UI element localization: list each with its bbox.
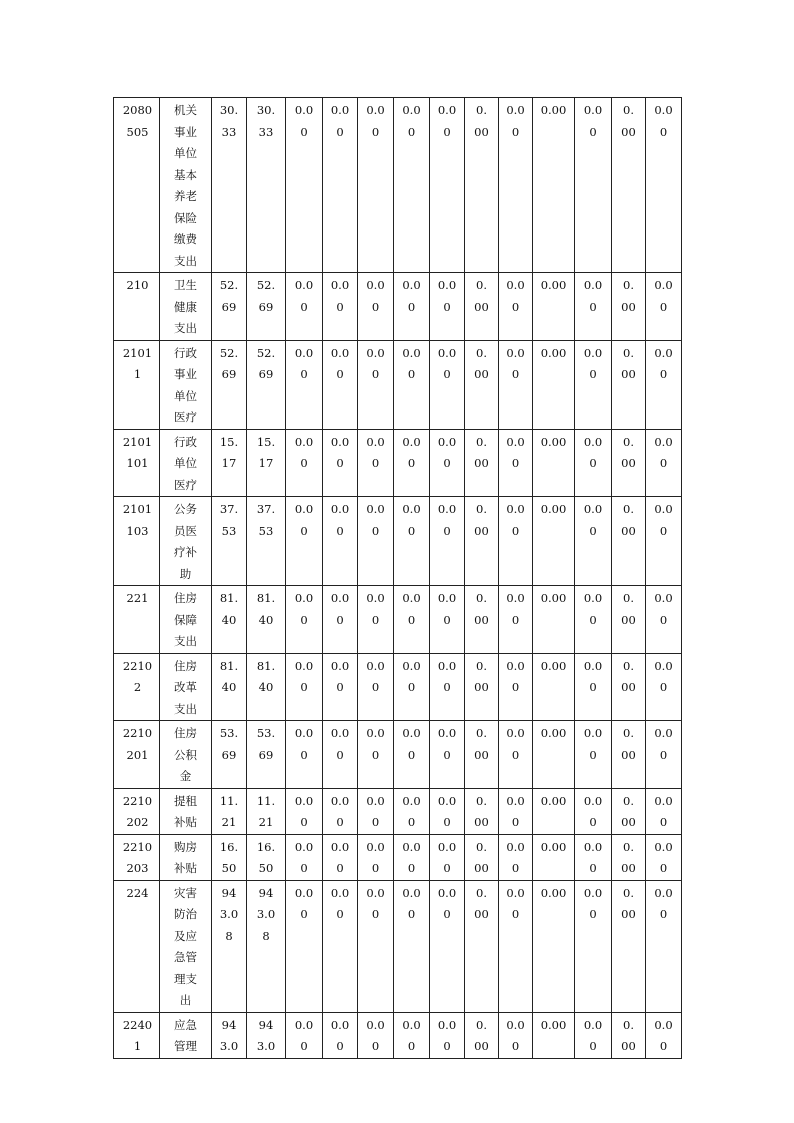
total-amount: 52. 69 xyxy=(219,278,239,314)
zero-value: 0.0 0 xyxy=(506,103,525,139)
total-amount: 37. 53 xyxy=(219,502,239,538)
zero-value: 0. 00 xyxy=(474,726,489,762)
subject-name: 公务 员医 疗补 助 xyxy=(174,502,197,581)
zero-value: 0. 00 xyxy=(474,278,489,314)
subject-code: 2080 505 xyxy=(122,103,153,139)
zero-value: 0.0 0 xyxy=(294,1017,314,1053)
basic-expense-amount: 81. 40 xyxy=(256,591,276,627)
zero-value: 0. 00 xyxy=(474,885,489,921)
zero-value: 0.0 0 xyxy=(437,434,457,470)
zero-value: 0.00 xyxy=(540,434,567,449)
zero-value: 0.0 0 xyxy=(654,658,673,694)
zero-value: 0.0 0 xyxy=(294,502,314,538)
zero-value: 0.0 0 xyxy=(583,1017,603,1053)
zero-value: 0.0 0 xyxy=(330,658,350,694)
zero-value: 0.0 0 xyxy=(506,591,525,627)
zero-value: 0.0 0 xyxy=(654,103,673,139)
zero-value: 0.0 0 xyxy=(437,591,457,627)
zero-value: 0. 00 xyxy=(621,726,636,762)
zero-value: 0.0 0 xyxy=(654,839,673,875)
zero-value: 0. 00 xyxy=(621,658,636,694)
zero-value: 0.0 0 xyxy=(437,885,457,921)
zero-value: 0. 00 xyxy=(621,1017,636,1053)
zero-value: 0.00 xyxy=(540,502,567,516)
basic-expense-amount: 30. 33 xyxy=(256,103,276,139)
table-row xyxy=(114,653,682,721)
zero-value: 0.0 0 xyxy=(366,726,385,762)
basic-expense-amount: 53. 69 xyxy=(256,726,276,762)
zero-value: 0.0 0 xyxy=(437,658,457,694)
zero-value: 0.00 xyxy=(540,278,567,292)
basic-expense-amount: 94 3.0 xyxy=(256,1017,276,1053)
zero-value: 0. 00 xyxy=(621,793,636,829)
subject-code: 224 xyxy=(126,885,149,900)
zero-value: 0. 00 xyxy=(474,793,489,829)
subject-code: 221 xyxy=(126,591,149,605)
subject-name: 灾害 防治 及应 急管 理支 出 xyxy=(174,885,197,1007)
zero-value: 0. 00 xyxy=(621,434,636,470)
zero-value: 0. 00 xyxy=(474,434,489,470)
subject-name: 购房 补贴 xyxy=(174,839,197,875)
zero-value: 0.0 0 xyxy=(654,345,673,381)
zero-value: 0.0 0 xyxy=(366,591,385,627)
zero-value: 0. 00 xyxy=(621,278,636,314)
zero-value: 0.0 0 xyxy=(366,839,385,875)
zero-value: 0. 00 xyxy=(474,839,489,875)
subject-name: 行政 单位 医疗 xyxy=(174,434,197,492)
subject-code: 210 xyxy=(126,278,149,292)
zero-value: 0.0 0 xyxy=(366,885,385,921)
zero-value: 0.0 0 xyxy=(294,839,314,875)
zero-value: 0.0 0 xyxy=(654,591,673,627)
zero-value: 0.0 0 xyxy=(654,434,673,470)
table-row xyxy=(114,273,682,341)
table-row xyxy=(114,1012,682,1058)
total-amount: 94 3.0 xyxy=(219,1017,239,1053)
zero-value: 0.0 0 xyxy=(402,1017,421,1053)
subject-name: 行政 事业 单位 医疗 xyxy=(174,345,197,424)
zero-value: 0. 00 xyxy=(621,885,636,921)
zero-value: 0. 00 xyxy=(474,502,489,538)
subject-code: 2210 203 xyxy=(122,839,153,875)
subject-name: 应急 管理 xyxy=(174,1017,197,1053)
zero-value: 0.0 0 xyxy=(294,885,314,921)
zero-value: 0.0 0 xyxy=(437,278,457,314)
zero-value: 0.00 xyxy=(540,793,567,808)
subject-code: 2101 103 xyxy=(122,502,153,538)
total-amount: 11. 21 xyxy=(219,793,239,829)
zero-value: 0.0 0 xyxy=(654,1017,673,1053)
subject-code: 2210 201 xyxy=(122,726,153,762)
subject-code: 2210 2 xyxy=(122,658,153,694)
zero-value: 0.0 0 xyxy=(506,434,525,470)
zero-value: 0.0 0 xyxy=(506,793,525,829)
table-row xyxy=(114,880,682,1012)
basic-expense-amount: 94 3.0 8 xyxy=(256,885,276,943)
table-row xyxy=(114,721,682,789)
zero-value: 0.0 0 xyxy=(402,885,421,921)
zero-value: 0. 00 xyxy=(474,1017,489,1053)
zero-value: 0.0 0 xyxy=(583,591,603,627)
total-amount: 52. 69 xyxy=(219,345,239,381)
zero-value: 0.0 0 xyxy=(294,658,314,694)
total-amount: 53. 69 xyxy=(219,726,239,762)
zero-value: 0.0 0 xyxy=(506,502,525,538)
subject-name: 住房 改革 支出 xyxy=(174,658,197,716)
zero-value: 0.00 xyxy=(540,345,567,360)
zero-value: 0.0 0 xyxy=(294,345,314,381)
table-row xyxy=(114,834,682,880)
subject-name: 住房 公积 金 xyxy=(174,726,197,783)
zero-value: 0.0 0 xyxy=(437,726,457,762)
table-row xyxy=(114,586,682,654)
basic-expense-amount: 81. 40 xyxy=(256,658,276,694)
zero-value: 0.0 0 xyxy=(366,434,385,470)
zero-value: 0. 00 xyxy=(621,839,636,875)
subject-name: 提租 补贴 xyxy=(174,793,197,829)
zero-value: 0.0 0 xyxy=(294,726,314,762)
zero-value: 0. 00 xyxy=(621,591,636,627)
subject-code: 2101 101 xyxy=(122,434,153,470)
zero-value: 0.00 xyxy=(540,885,567,900)
zero-value: 0.0 0 xyxy=(506,726,525,762)
zero-value: 0.0 0 xyxy=(583,658,603,694)
zero-value: 0.0 0 xyxy=(366,345,385,381)
zero-value: 0.0 0 xyxy=(506,1017,525,1053)
zero-value: 0.0 0 xyxy=(654,502,673,538)
subject-name: 住房 保障 支出 xyxy=(174,591,197,648)
basic-expense-amount: 37. 53 xyxy=(256,502,276,538)
zero-value: 0.00 xyxy=(540,839,567,854)
zero-value: 0.0 0 xyxy=(330,345,350,381)
zero-value: 0. 00 xyxy=(621,502,636,538)
zero-value: 0. 00 xyxy=(474,345,489,381)
zero-value: 0.0 0 xyxy=(583,434,603,470)
zero-value: 0.0 0 xyxy=(402,658,421,694)
subject-name: 机关 事业 单位 基本 养老 保险 缴费 支出 xyxy=(174,103,197,268)
zero-value: 0.0 0 xyxy=(402,278,421,314)
table-row xyxy=(114,497,682,586)
zero-value: 0.0 0 xyxy=(294,591,314,627)
zero-value: 0.0 0 xyxy=(294,434,314,470)
zero-value: 0.0 0 xyxy=(330,103,350,139)
zero-value: 0.0 0 xyxy=(330,839,350,875)
zero-value: 0.0 0 xyxy=(402,103,421,139)
zero-value: 0.0 0 xyxy=(437,103,457,139)
zero-value: 0.0 0 xyxy=(506,658,525,694)
zero-value: 0.0 0 xyxy=(366,103,385,139)
zero-value: 0.0 0 xyxy=(402,726,421,762)
zero-value: 0.00 xyxy=(540,658,567,673)
zero-value: 0.0 0 xyxy=(366,1017,385,1053)
zero-value: 0.0 0 xyxy=(506,345,525,381)
basic-expense-amount: 52. 69 xyxy=(256,278,276,314)
zero-value: 0.0 0 xyxy=(366,502,385,538)
zero-value: 0.0 0 xyxy=(402,839,421,875)
zero-value: 0.0 0 xyxy=(330,726,350,762)
basic-expense-amount: 15. 17 xyxy=(256,434,276,470)
zero-value: 0.0 0 xyxy=(402,502,421,538)
total-amount: 15. 17 xyxy=(219,434,239,470)
zero-value: 0.0 0 xyxy=(330,885,350,921)
zero-value: 0.0 0 xyxy=(583,726,603,762)
zero-value: 0. 00 xyxy=(474,103,489,139)
zero-value: 0.00 xyxy=(540,103,567,117)
zero-value: 0. 00 xyxy=(621,345,636,381)
zero-value: 0.0 0 xyxy=(654,885,673,921)
zero-value: 0. 00 xyxy=(474,591,489,627)
table-row xyxy=(114,429,682,497)
zero-value: 0.0 0 xyxy=(437,502,457,538)
zero-value: 0.0 0 xyxy=(654,726,673,762)
zero-value: 0.0 0 xyxy=(437,839,457,875)
zero-value: 0.00 xyxy=(540,591,567,605)
zero-value: 0.0 0 xyxy=(366,658,385,694)
zero-value: 0.0 0 xyxy=(330,591,350,627)
zero-value: 0.0 0 xyxy=(366,278,385,314)
zero-value: 0.0 0 xyxy=(583,793,603,829)
zero-value: 0.0 0 xyxy=(583,345,603,381)
zero-value: 0.0 0 xyxy=(654,793,673,829)
zero-value: 0.0 0 xyxy=(330,793,350,829)
zero-value: 0.0 0 xyxy=(437,345,457,381)
zero-value: 0.0 0 xyxy=(506,839,525,875)
total-amount: 30. 33 xyxy=(219,103,239,139)
total-amount: 16. 50 xyxy=(219,839,239,875)
zero-value: 0.0 0 xyxy=(402,345,421,381)
zero-value: 0.0 0 xyxy=(330,278,350,314)
table-row xyxy=(114,98,682,273)
zero-value: 0.0 0 xyxy=(366,793,385,829)
zero-value: 0.00 xyxy=(540,1017,567,1032)
zero-value: 0.0 0 xyxy=(437,793,457,829)
table-row xyxy=(114,788,682,834)
subject-name: 卫生 健康 支出 xyxy=(174,278,197,335)
total-amount: 94 3.0 8 xyxy=(219,885,239,943)
zero-value: 0.0 0 xyxy=(330,502,350,538)
table-body xyxy=(114,98,682,1059)
zero-value: 0.0 0 xyxy=(330,434,350,470)
subject-code: 2240 1 xyxy=(122,1017,153,1053)
zero-value: 0.0 0 xyxy=(506,885,525,921)
zero-value: 0. 00 xyxy=(621,103,636,139)
zero-value: 0. 00 xyxy=(474,658,489,694)
zero-value: 0.0 0 xyxy=(294,103,314,139)
basic-expense-amount: 16. 50 xyxy=(256,839,276,875)
subject-code: 2101 1 xyxy=(122,345,153,381)
zero-value: 0.0 0 xyxy=(654,278,673,314)
zero-value: 0.00 xyxy=(540,726,567,740)
zero-value: 0.0 0 xyxy=(294,793,314,829)
basic-expense-amount: 11. 21 xyxy=(256,793,276,829)
zero-value: 0.0 0 xyxy=(583,103,603,139)
total-amount: 81. 40 xyxy=(219,658,239,694)
zero-value: 0.0 0 xyxy=(330,1017,350,1053)
budget-table xyxy=(113,97,682,1059)
zero-value: 0.0 0 xyxy=(583,885,603,921)
zero-value: 0.0 0 xyxy=(402,793,421,829)
total-amount: 81. 40 xyxy=(219,591,239,627)
zero-value: 0.0 0 xyxy=(506,278,525,314)
zero-value: 0.0 0 xyxy=(583,839,603,875)
basic-expense-amount: 52. 69 xyxy=(256,345,276,381)
zero-value: 0.0 0 xyxy=(402,434,421,470)
zero-value: 0.0 0 xyxy=(583,278,603,314)
zero-value: 0.0 0 xyxy=(402,591,421,627)
table-row xyxy=(114,340,682,429)
subject-code: 2210 202 xyxy=(122,793,153,829)
zero-value: 0.0 0 xyxy=(294,278,314,314)
zero-value: 0.0 0 xyxy=(583,502,603,538)
zero-value: 0.0 0 xyxy=(437,1017,457,1053)
